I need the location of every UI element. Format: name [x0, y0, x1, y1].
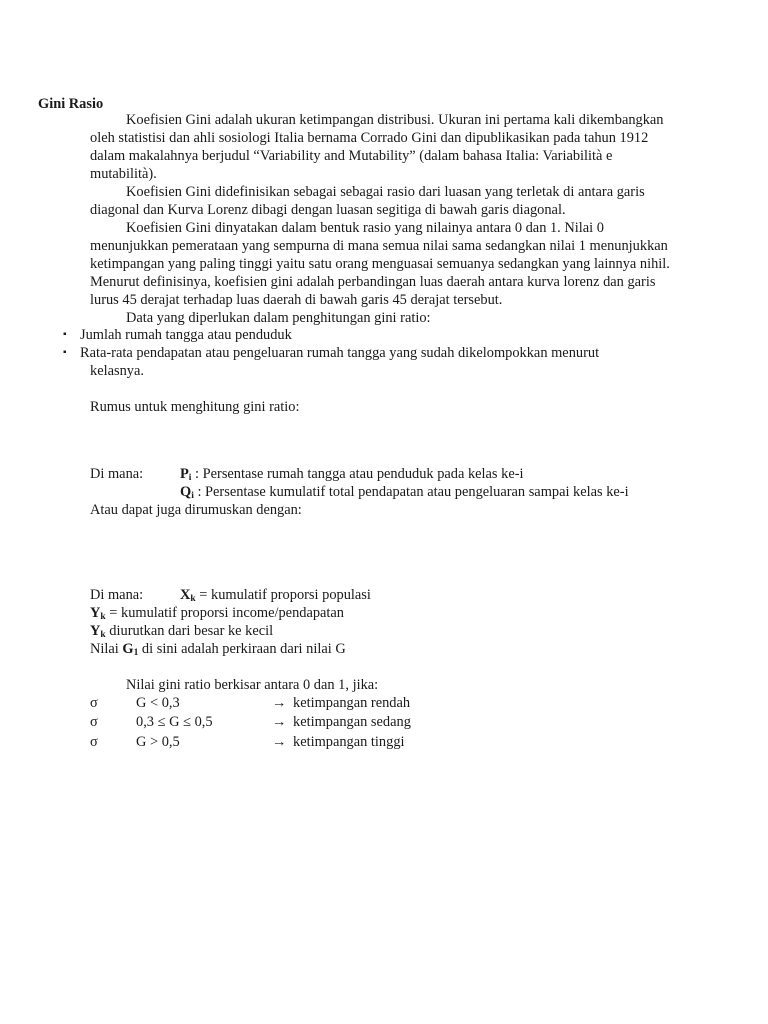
criteria-condition: 0,3 ≤ G ≤ 0,5 — [136, 714, 213, 730]
definition-g-text: di sini adalah perkiraan dari nilai G — [138, 641, 346, 657]
symbol-x: X — [180, 587, 191, 603]
sigma-icon: σ — [90, 695, 98, 711]
section-heading: Gini Rasio — [38, 96, 104, 112]
criteria-condition: G > 0,5 — [136, 734, 180, 750]
symbol-y-subscript: k — [100, 630, 106, 640]
arrow-right-icon: → — [272, 734, 287, 750]
definition-y-text: = kumulatif proporsi income/pendapatan — [105, 605, 345, 621]
symbol-q-subscript: i — [191, 491, 194, 501]
paragraph-data-needed: Data yang diperlukan dalam penghitungan gini ratio: — [126, 310, 431, 326]
definition-g — [90, 640, 346, 662]
symbol-y-subscript: k — [100, 612, 106, 622]
list-item-text — [80, 326, 640, 344]
bullet-icon: ▪ — [63, 329, 67, 340]
symbol-p: P — [180, 466, 189, 482]
symbol-q: Q — [180, 484, 192, 500]
definition-g-prefix: Nilai — [90, 641, 123, 657]
symbol-x-subscript: k — [190, 594, 196, 604]
definition-q-text: : Persentase kumulatif total pendapatan atau pengeluaran sampai kelas ke-i — [193, 484, 629, 500]
list-item-label: Jumlah rumah tangga atau penduduk — [80, 327, 292, 343]
definition-y-order-text: diurutkan dari besar ke kecil — [105, 623, 274, 639]
criteria-condition: G < 0,3 — [136, 695, 180, 711]
symbol-y: Y — [90, 623, 101, 639]
sigma-icon: σ — [90, 734, 98, 750]
definition-p-text: : Persentase rumah tangga atau penduduk pada kelas ke-i — [191, 466, 524, 482]
symbol-p-subscript: i — [188, 473, 192, 483]
list-item-continuation: kelasnya. — [90, 363, 144, 379]
list-item-text — [80, 344, 640, 380]
paragraph-lorenz: Koefisien Gini didefinisikan sebagai sebagai rasio dari luasan yang terletak di antara garis diagonal dan Kurva Lorenz dibagi dengan luasan segitiga di bawah garis diagonal. — [90, 184, 645, 218]
sigma-icon: σ — [90, 714, 98, 730]
criteria-result: ketimpangan rendah — [293, 695, 411, 711]
paragraph-ratio-range: Koefisien Gini dinyatakan dalam bentuk rasio yang nilainya antara 0 dan 1. Nilai 0 menunjukkan pemerataan yang sempurna di mana semua nilai sama sedangkan nilai 1 menunjukkan ketimpangan yang paling tinggi yaitu satu orang menguasai semuanya sedangkan yang lainnya nihil. Menurut definisinya, koefisien gini adalah perbandingan luas daerah antara kurva lorenz dan garis lurus 45 derajat terhadap luas daerah di bawah garis 45 derajat tersebut. — [90, 220, 670, 308]
formula-intro: Rumus untuk menghitung gini ratio: — [90, 399, 300, 415]
arrow-right-icon: → — [272, 695, 287, 711]
arrow-right-icon: → — [272, 714, 287, 730]
list-item-label: Rata-rata pendapatan atau pengeluaran rumah tangga yang sudah dikelompokkan menurut — [80, 345, 600, 361]
bullet-icon: ▪ — [63, 347, 67, 358]
symbol-g: G — [122, 641, 134, 657]
range-intro: Nilai gini ratio berkisar antara 0 dan 1, jika: — [126, 677, 379, 693]
criteria-result: ketimpangan sedang — [293, 714, 411, 730]
criteria-result: ketimpangan tinggi — [293, 734, 405, 750]
symbol-g-subscript: 1 — [133, 648, 139, 658]
where-label: Di mana: — [90, 466, 144, 482]
where-label: Di mana: — [90, 587, 144, 603]
definition-x-text: = kumulatif proporsi populasi — [195, 587, 371, 603]
alt-formula-intro: Atau dapat juga dirumuskan dengan: — [90, 502, 302, 518]
symbol-y: Y — [90, 605, 101, 621]
paragraph-definition: Koefisien Gini adalah ukuran ketimpangan distribusi. Ukuran ini pertama kali dikembangkan oleh statistisi dan ahli sosiologi Italia bernama Corrado Gini dan dipublikasikan pada tahun 1912 dalam makalahnya berjudul “Variability and Mutability” (dalam bahasa Italia: Variabilità e mutabilità). — [90, 112, 664, 182]
